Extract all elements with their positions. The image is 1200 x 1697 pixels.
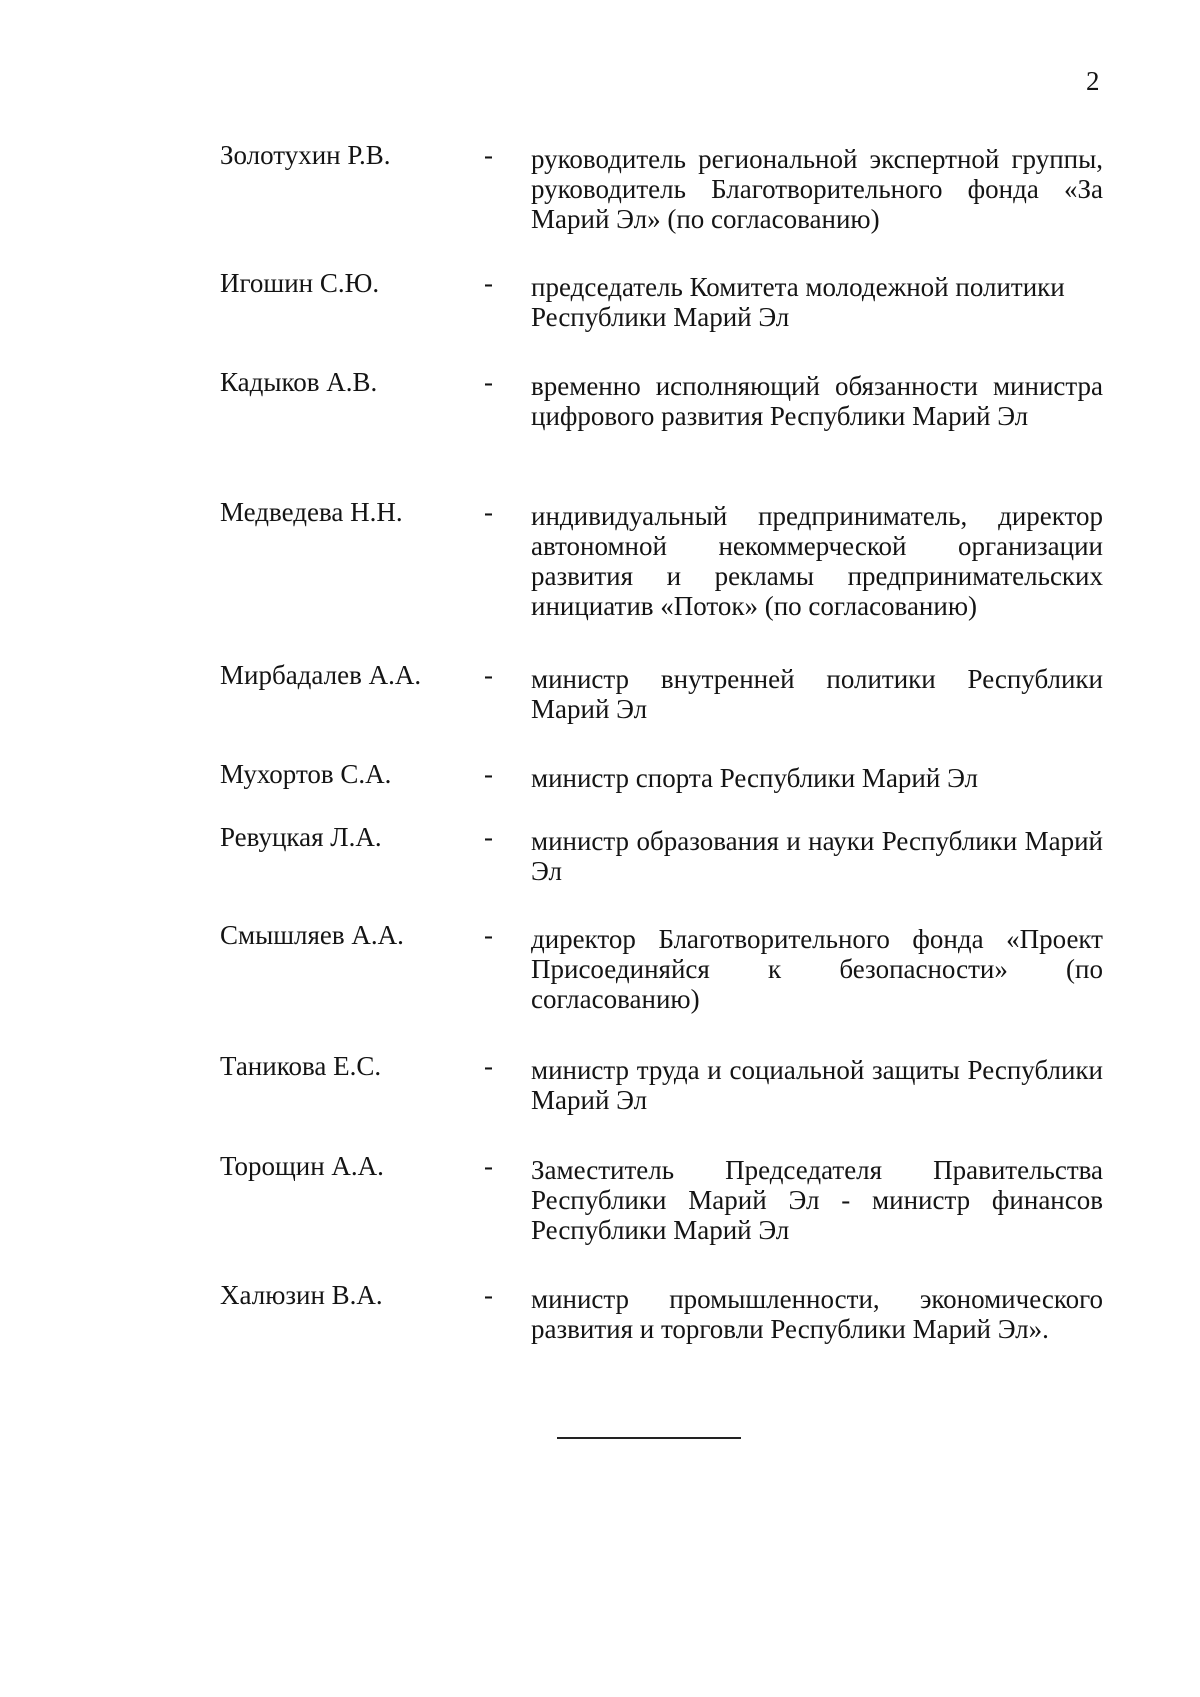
dash-separator: -: [484, 367, 493, 397]
member-name: Игошин С.Ю.: [220, 268, 380, 298]
member-position: председатель Комитета молодежной политики Республики Марий Эл: [531, 272, 1065, 332]
dash-separator: -: [484, 268, 493, 298]
page-number: 2: [1086, 66, 1100, 96]
member-name: Мирбадалев А.А.: [220, 660, 422, 690]
member-position: министр внутренней политики Республики Марий Эл: [531, 664, 1103, 724]
member-position: министр труда и социальной защиты Республики Марий Эл: [531, 1055, 1103, 1115]
member-name: Ревуцкая Л.А.: [220, 822, 382, 852]
dash-separator: -: [484, 140, 493, 170]
dash-separator: -: [484, 660, 493, 690]
member-position: директор Благотворительного фонда «Проект Присоединяйся к безопасности» (по согласованию): [531, 924, 1103, 1014]
member-position: Заместитель Председателя Правительства Республики Марий Эл - министр финансов Республики Марий Эл: [531, 1155, 1103, 1245]
dash-separator: -: [484, 1280, 493, 1310]
member-position: министр образования и науки Республики Марий Эл: [531, 826, 1103, 886]
member-position: министр спорта Республики Марий Эл: [531, 763, 979, 793]
end-divider: [557, 1437, 741, 1439]
member-position: министр промышленности, экономического развития и торговли Республики Марий Эл».: [531, 1284, 1103, 1344]
member-name: Торощин А.А.: [220, 1151, 384, 1181]
dash-separator: -: [484, 497, 493, 527]
member-name: Таникова Е.С.: [220, 1051, 382, 1081]
dash-separator: -: [484, 822, 493, 852]
dash-separator: -: [484, 1051, 493, 1081]
member-position: индивидуальный предприниматель, директор автономной некоммерческой организации развития и рекламы предпринимательских инициатив «Поток» (по согласованию): [531, 501, 1103, 621]
member-name: Кадыков А.В.: [220, 367, 378, 397]
member-name: Смышляев А.А.: [220, 920, 404, 950]
dash-separator: -: [484, 1151, 493, 1181]
member-position: временно исполняющий обязанности министра цифрового развития Республики Марий Эл: [531, 371, 1103, 431]
member-name: Медведева Н.Н.: [220, 497, 403, 527]
member-position: руководитель региональной экспертной группы, руководитель Благотворительного фонда «За Марий Эл» (по согласованию): [531, 144, 1103, 234]
member-name: Мухортов С.А.: [220, 759, 392, 789]
member-name: Халюзин В.А.: [220, 1280, 383, 1310]
dash-separator: -: [484, 759, 493, 789]
dash-separator: -: [484, 920, 493, 950]
member-name: Золотухин Р.В.: [220, 140, 391, 170]
